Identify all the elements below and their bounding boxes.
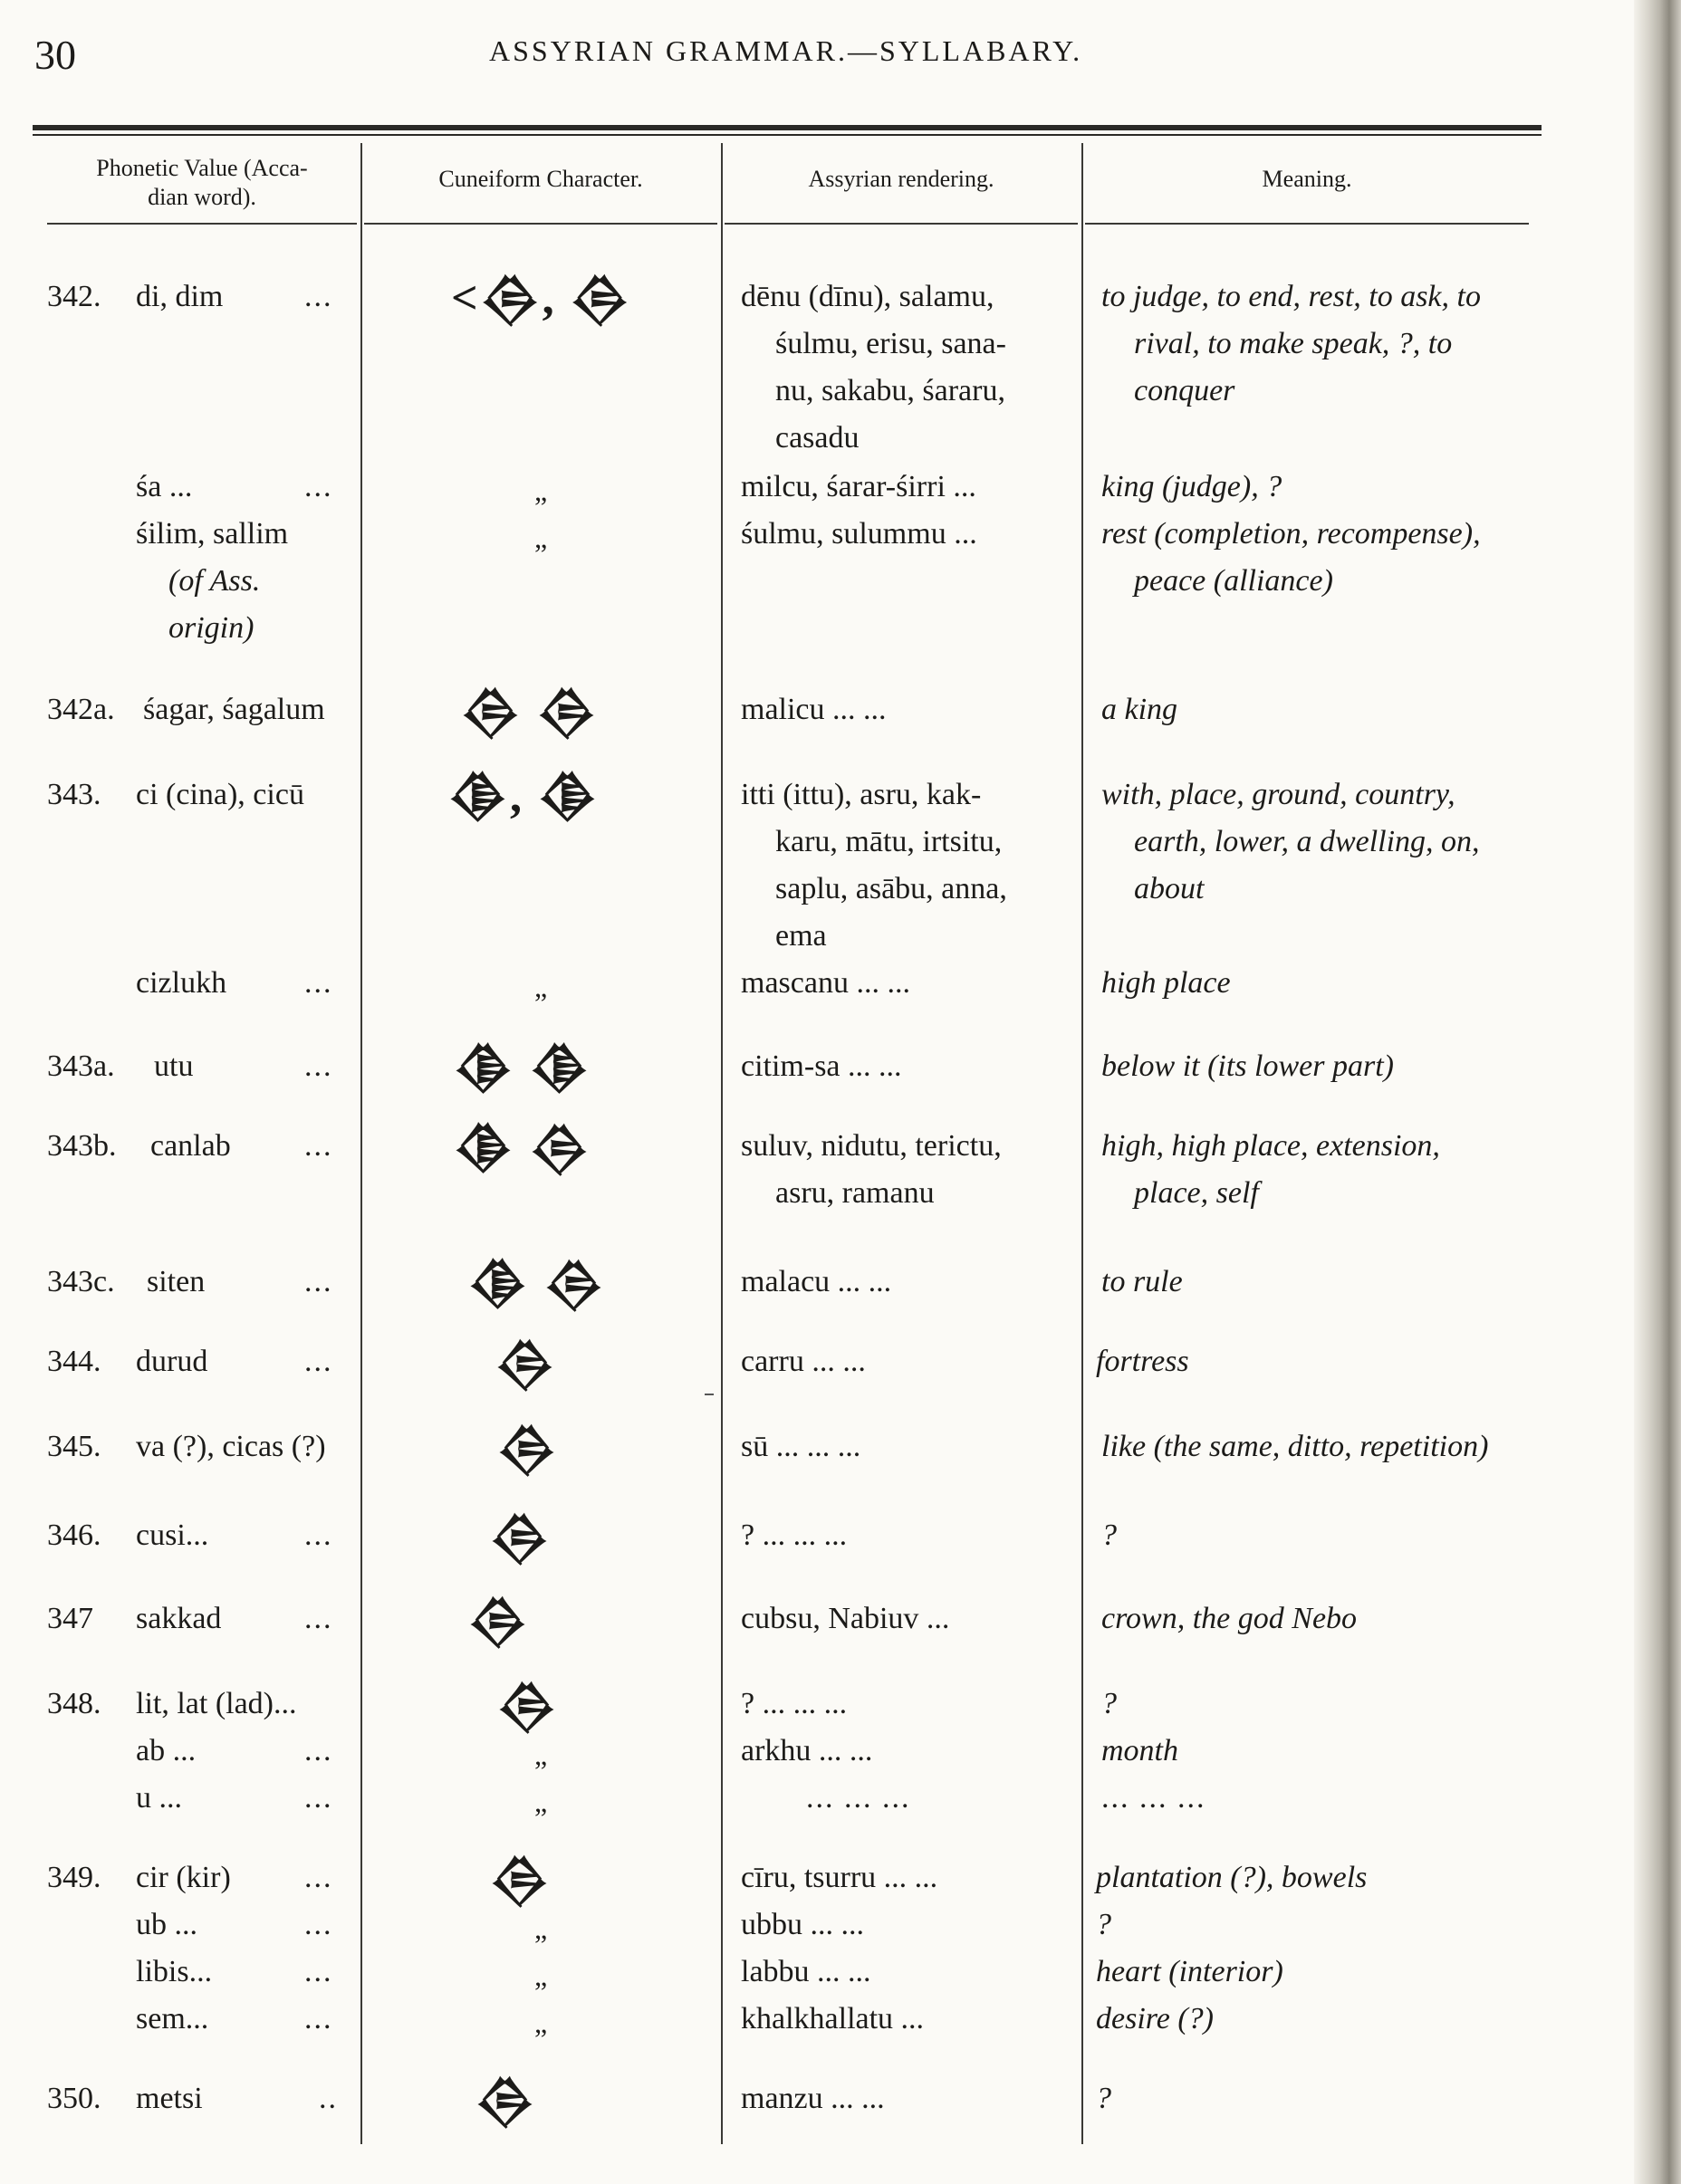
entry-number: 347 <box>47 1602 93 1635</box>
meaning-line: to judge, to end, rest, to ask, to <box>1101 280 1481 313</box>
leader-dots: ... <box>304 1602 333 1635</box>
phonetic-value: origin) <box>168 611 255 645</box>
assyrian-line: labbu ... ... <box>741 1955 871 1988</box>
header-rule-thick <box>33 125 1542 130</box>
meaning-line: ? <box>1101 1687 1117 1720</box>
cuneiform-character: 𒆠 𒆠 <box>453 1042 591 1094</box>
meaning-line: place, self <box>1134 1176 1259 1210</box>
phonetic-value: u ... <box>136 1781 182 1815</box>
assyrian-line: malacu ... ... <box>741 1265 892 1298</box>
meaning-line: fortress <box>1096 1345 1189 1378</box>
header-underline-2 <box>364 223 717 225</box>
leader-dots: ... <box>304 280 333 313</box>
phonetic-value: śilim, sallim <box>136 517 289 551</box>
assyrian-line: milcu, śarar-śirri ... <box>741 470 976 503</box>
col-head-cuneiform: Cuneiform Character. <box>438 166 643 192</box>
meaning-line: conquer <box>1134 374 1235 407</box>
entry-number: 350. <box>47 2082 101 2115</box>
ditto-mark: „ <box>534 1739 548 1771</box>
ditto-mark: „ <box>534 522 548 554</box>
col-head-meaning: Meaning. <box>1262 166 1352 192</box>
leader-dots: ... <box>304 2002 333 2036</box>
leader-dots: ... <box>304 1518 333 1552</box>
assyrian-line: nu, sakabu, śararu, <box>775 374 1005 407</box>
col-head-phonetic-line1: Phonetic Value (Acca- <box>96 155 308 181</box>
leader-dots: ... <box>304 1861 333 1894</box>
meaning-line: ? <box>1096 2082 1111 2115</box>
entry-number: 342. <box>47 280 101 313</box>
leader-dots: ... <box>304 966 333 1000</box>
entry-number: 343. <box>47 778 101 811</box>
meaning-line: heart (interior) <box>1096 1955 1283 1988</box>
assyrian-line: asru, ramanu <box>775 1176 935 1210</box>
phonetic-value: lit, lat (lad)... <box>136 1687 297 1720</box>
header-underline-4 <box>1085 223 1529 225</box>
assyrian-line: ... ... ... <box>806 1781 911 1815</box>
leader-dots: ... <box>304 1129 333 1163</box>
assyrian-line: cubsu, Nabiuv ... <box>741 1602 950 1635</box>
assyrian-line: śulmu, sulummu ... <box>741 517 977 551</box>
assyrian-line: khalkhallatu ... <box>741 2002 925 2036</box>
cuneiform-character: 𒆠, 𒆠 <box>447 771 600 822</box>
assyrian-line: casadu <box>775 421 860 455</box>
assyrian-line: ema <box>775 919 827 953</box>
ditto-mark: „ <box>534 1959 548 1992</box>
assyrian-line: dēnu (dīnu), salamu, <box>741 280 994 313</box>
entry-number: 345. <box>47 1430 101 1463</box>
assyrian-line: cīru, tsurru ... ... <box>741 1861 938 1894</box>
meaning-line: earth, lower, a dwelling, on, <box>1134 825 1480 858</box>
meaning-line: crown, the god Nebo <box>1101 1602 1358 1635</box>
leader-dots: ... <box>304 1908 333 1941</box>
cuneiform-character: 𒁲 <box>495 1337 557 1389</box>
column-divider-2 <box>721 143 723 2144</box>
assyrian-line: mascanu ... ... <box>741 966 910 1000</box>
meaning-line: desire (?) <box>1096 2002 1214 2036</box>
cuneiform-character: 𒁲 <box>489 1854 552 1905</box>
cuneiform-character: 𒁲 <box>467 1595 530 1646</box>
ditto-mark: „ <box>534 474 548 507</box>
ditto-mark: „ <box>534 1912 548 1945</box>
entry-number: 343b. <box>47 1129 117 1163</box>
phonetic-value: sakkad <box>136 1602 222 1635</box>
entry-number: 348. <box>47 1687 101 1720</box>
assyrian-line: ubbu ... ... <box>741 1908 864 1941</box>
header-underline-3 <box>725 223 1078 225</box>
header-rule-thin <box>33 134 1542 136</box>
page-edge-shadow <box>1634 0 1681 2184</box>
meaning-line: to rule <box>1101 1265 1183 1298</box>
phonetic-value: libis... <box>136 1955 213 1988</box>
phonetic-value: durud <box>136 1345 208 1378</box>
ditto-mark: „ <box>534 1786 548 1818</box>
phonetic-value: va (?), cicas (?) <box>136 1430 326 1463</box>
phonetic-value: cir (kir) <box>136 1861 231 1894</box>
phonetic-value: sem... <box>136 2002 209 2036</box>
page-number: 30 <box>34 32 76 78</box>
leader-dots: ... <box>304 1345 333 1378</box>
leader-dots: ... <box>304 1734 333 1767</box>
meaning-line: with, place, ground, country, <box>1101 778 1455 811</box>
entry-number: 343c. <box>47 1265 115 1298</box>
meaning-line: like (the same, ditto, repetition) <box>1101 1430 1489 1463</box>
meaning-line: plantation (?), bowels <box>1096 1861 1368 1894</box>
assyrian-line: manzu ... ... <box>741 2082 885 2115</box>
meaning-line: peace (alliance) <box>1134 564 1333 598</box>
cuneiform-character: 𒆠 𒁲 <box>467 1258 606 1309</box>
ditto-mark: „ <box>534 2007 548 2039</box>
cuneiform-character: <𒁲, 𒁲 <box>451 273 632 324</box>
phonetic-value: metsi <box>136 2082 203 2115</box>
meaning-line: rival, to make speak, ?, to <box>1134 327 1453 360</box>
meaning-line: ? <box>1096 1908 1111 1941</box>
cuneiform-character: 𒁲 <box>489 1511 552 1563</box>
meaning-line: high, high place, extension, <box>1101 1129 1440 1163</box>
phonetic-value: siten <box>147 1265 206 1298</box>
assyrian-line: suluv, nidutu, terictu, <box>741 1129 1002 1163</box>
leader-dots: ... <box>304 1265 333 1298</box>
col-head-phonetic <box>47 154 357 212</box>
meaning-line: ? <box>1101 1518 1117 1552</box>
leader-dots: ... <box>304 470 333 503</box>
cuneiform-character: 𒁲 <box>496 1422 559 1474</box>
assyrian-line: saplu, asābu, anna, <box>775 872 1007 905</box>
phonetic-value: cusi... <box>136 1518 209 1552</box>
assyrian-line: ? ... ... ... <box>741 1687 848 1720</box>
stray-mark <box>705 1394 714 1395</box>
leader-dots: .. <box>319 2082 338 2115</box>
leader-dots: ... <box>304 1781 333 1815</box>
assyrian-line: itti (ittu), asru, kak- <box>741 778 982 811</box>
phonetic-value: śa ... <box>136 470 193 503</box>
meaning-line: about <box>1134 872 1205 905</box>
column-divider-1 <box>360 143 362 2144</box>
leader-dots: ... <box>304 1049 333 1083</box>
assyrian-line: ? ... ... ... <box>741 1518 848 1552</box>
phonetic-value: (of Ass. <box>168 564 261 598</box>
assyrian-line: sū ... ... ... <box>741 1430 861 1463</box>
assyrian-line: śulmu, erisu, sana- <box>775 327 1006 360</box>
phonetic-value: di, dim <box>136 280 224 313</box>
cuneiform-character: 𒆠 𒁲 <box>453 1122 591 1173</box>
assyrian-line: carru ... ... <box>741 1345 866 1378</box>
meaning-line: ... ... ... <box>1101 1781 1206 1815</box>
assyrian-line: citim-sa ... ... <box>741 1049 902 1083</box>
col-head-phonetic-line2: dian word). <box>148 184 256 210</box>
assyrian-line: karu, mātu, irtsitu, <box>775 825 1003 858</box>
meaning-line: rest (completion, recompense), <box>1101 517 1481 551</box>
cuneiform-character: 𒁲 𒁲 <box>460 685 599 737</box>
leader-dots: ... <box>304 1955 333 1988</box>
phonetic-value: utu <box>154 1049 194 1083</box>
phonetic-value: ci (cina), cicū <box>136 778 304 811</box>
meaning-line: high place <box>1101 966 1231 1000</box>
assyrian-line: malicu ... ... <box>741 693 887 726</box>
meaning-line: below it (its lower part) <box>1101 1049 1394 1083</box>
phonetic-value: cizlukh <box>136 966 227 1000</box>
meaning-line: a king <box>1101 693 1178 726</box>
phonetic-value: canlab <box>150 1129 231 1163</box>
cuneiform-character: 𒁲 <box>475 2074 537 2126</box>
phonetic-value: śagar, śagalum <box>143 693 325 726</box>
assyrian-line: arkhu ... ... <box>741 1734 873 1767</box>
ditto-mark: „ <box>534 971 548 1003</box>
cuneiform-character: 𒁲 <box>496 1680 559 1731</box>
col-head-assyrian: Assyrian rendering. <box>808 166 994 192</box>
entry-number: 342a. <box>47 693 115 726</box>
entry-number: 343a. <box>47 1049 115 1083</box>
entry-number: 344. <box>47 1345 101 1378</box>
entry-number: 349. <box>47 1861 101 1894</box>
running-head: ASSYRIAN GRAMMAR.—SYLLABARY. <box>489 34 1083 67</box>
phonetic-value: ub ... <box>136 1908 197 1941</box>
entry-number: 346. <box>47 1518 101 1552</box>
phonetic-value: ab ... <box>136 1734 197 1767</box>
header-underline-1 <box>47 223 357 225</box>
meaning-line: king (judge), ? <box>1101 470 1282 503</box>
column-divider-3 <box>1081 143 1083 2144</box>
meaning-line: month <box>1101 1734 1178 1767</box>
